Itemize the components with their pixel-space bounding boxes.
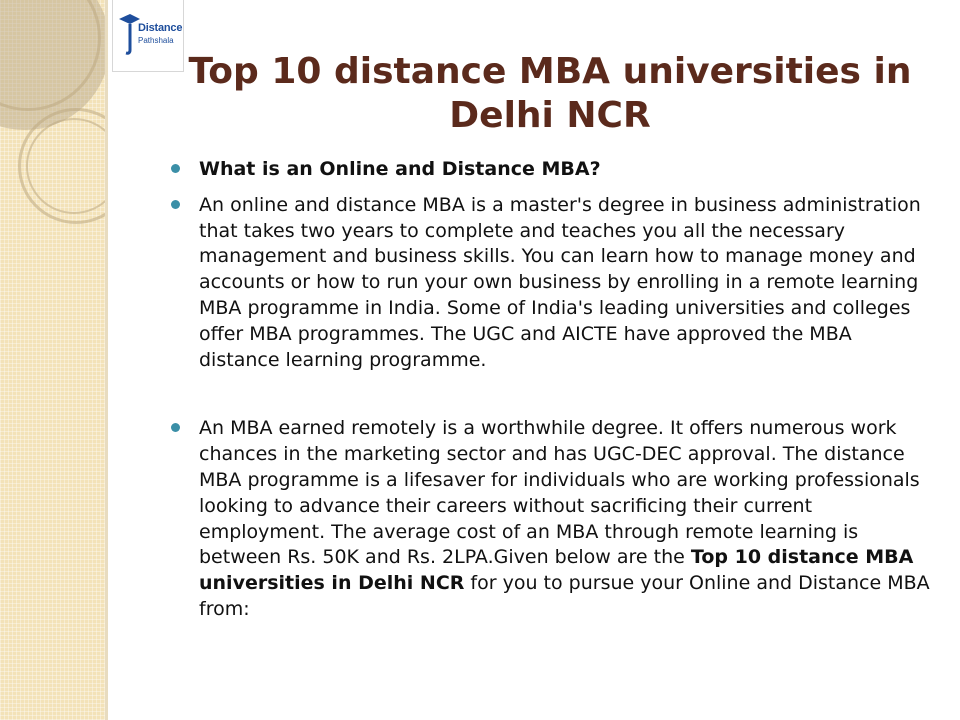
bullet-bold-text: Top 10 distance MBA universities in Delhi NCR <box>199 546 914 595</box>
bullet-text: An MBA earned remotely is a worthwhile degree. It offers numerous work chances in the marketing sector and has UGC-DEC approval. The distance MBA programme is a lifesaver for individuals who are working professionals looking to advance their careers without sacrificing their current employment. The average cost of an MBA through remote learning is between Rs. 50K and Rs. 2LPA.Given below are the <box>199 417 920 569</box>
decorative-side-panel <box>0 0 105 720</box>
bullet-item <box>168 193 938 374</box>
logo-wordmark-top: Distance <box>138 22 183 34</box>
bullet-item <box>168 416 938 622</box>
panel-divider <box>105 0 108 720</box>
bullet-dot-icon <box>171 164 180 173</box>
bullet-text: for you to pursue your Online and Distance MBA from: <box>199 572 930 620</box>
bullet-dot-icon <box>171 423 180 432</box>
bullet-dot-icon <box>171 200 180 209</box>
page-title: Top 10 distance MBA universities in Delhi NCR <box>188 51 912 136</box>
bullet-list <box>168 157 938 623</box>
bullet-heading: What is an Online and Distance MBA? <box>199 158 601 180</box>
graduation-cap-icon <box>118 12 140 56</box>
logo-wordmark-bottom: Pathshala <box>138 36 174 45</box>
bullet-text: An online and distance MBA is a master's degree in business administration that takes two years to complete and teaches you all the necessary management and business skills. You can learn how to manage money and accounts or how to run your own business by enrolling in a remote learning MBA programme in India. Some of India's leading universities and colleges offer MBA programmes. The UGC and AICTE have approved the MBA distance learning programme. <box>199 193 921 371</box>
bullet-item <box>168 157 938 183</box>
